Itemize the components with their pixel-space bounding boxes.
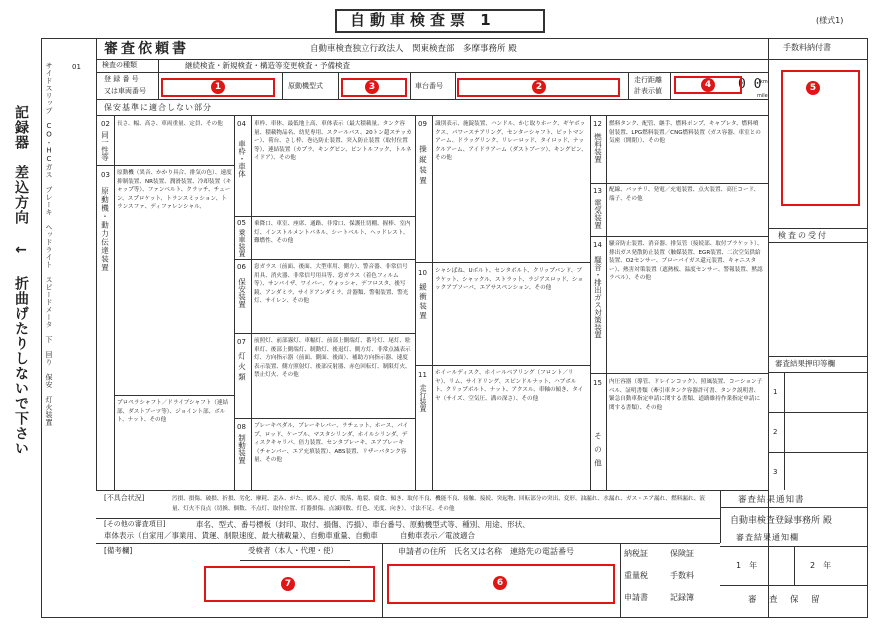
cat-03-items-2: プロペラシャフト／ドライブシャフト（連結部、ダストブーツ等）、ジョイント部、ボルト、ナット、その他 <box>117 400 229 424</box>
marker-7: 7 <box>281 577 295 591</box>
cat-15-title: その他 <box>593 432 603 473</box>
year-1: 1 年 <box>736 561 758 570</box>
cat-10-title: 緩衝装置 <box>418 283 428 321</box>
tax-cell: 申請書 <box>624 593 648 602</box>
office-name: 自動車検査登録事務所 殿 <box>730 516 832 526</box>
odometer-digits[interactable]: 0 0 <box>738 77 762 92</box>
other-items-label: [その他の審査項目] <box>104 520 166 528</box>
cat-11-num: 11 <box>418 371 427 379</box>
cat-13-items: 配線、バッテリ、発電／充電装置、点火装置、高圧コード、端子、その他 <box>609 187 760 202</box>
cat-13-num: 13 <box>593 187 602 195</box>
reception-title: 検査の受付 <box>778 231 828 240</box>
tax-cell: 重量税 <box>624 571 648 580</box>
cat-05-title: 乗車装置 <box>238 229 246 257</box>
cat-07-items: 前照灯、前部霧灯、車幅灯、前部上側端灯、番号灯、尾灯、駐車灯、後部上側端灯、制動灯、後退灯、側方灯、非常点滅表示灯、方向指示器（前面、側面、後面）、補助方向指示器、速度表示装置、側方照射灯、後部反射器、赤色回転灯、制限灯火、禁止灯火、その他 <box>254 338 411 379</box>
odometer-label-1: 走行距離 <box>634 76 662 84</box>
cat-14-title: 騒音・排出ガス対策装置 <box>593 256 603 339</box>
marker-6: 6 <box>493 576 507 590</box>
inspection-type-value[interactable]: 継続検査・新規検査・構造等変更検査・予備検査 <box>185 61 350 70</box>
fee-title: 手数料納付書 <box>783 43 831 52</box>
cat-04-num: 04 <box>237 120 246 128</box>
stamp-row-2: 2 <box>773 428 778 436</box>
cat-06-items: 窓ガラス（前面、後面、大型車用、側方）、警音器、非常信号用具、消火器、非常信号用具等、窓ガラス（着色フィルム等）、サンバイザ、ワイパー、ウォッシャ、デフロスタ、後写鏡、アンダミラ、サイドアンダミラ、計器類、警報装置、警光灯、サイレン、その他 <box>254 264 409 305</box>
cat-14-num: 14 <box>593 241 602 249</box>
insertion-instruction: 記録器 差込方向 ← 折曲げたりしないで下さい <box>13 105 29 456</box>
notice-title: 審査結果通知書 <box>738 495 805 505</box>
cat-06-title: 保安装置 <box>237 278 247 308</box>
addressee: 自動車検査独立行政法人 関東検査部 多摩事務所 殿 <box>310 44 517 54</box>
cat-10-num: 10 <box>418 269 427 277</box>
cat-06-num: 06 <box>237 263 246 271</box>
motor-type-label: 原動機型式 <box>288 82 323 90</box>
other-items-text-1: 車名、型式、番号標板（封印、取付、損傷、汚損）、車台番号、原動機型式等、種別、用途、形状、 <box>196 520 530 529</box>
cat-09-title: 操縦装置 <box>418 145 428 187</box>
inspection-type-label: 検査の種類 <box>102 61 137 69</box>
cat-08-title: 制動装置 <box>237 434 247 464</box>
defects-text: 汚損、損傷、破損、折損、劣化、摩耗、歪み、がた、緩み、遊び、脱落、亀裂、腐食、傾き、取付不良、機能不良、接触、接続、突起物、回転部分の突出、変形、油漏れ、水漏れ、ガス・エア漏れ、燃料漏れ、液量、灯火不良点（切換、個数、不点灯、取付位置、灯器損傷、点滅回数、灯色、光度、向き）、寸法不足、その他 <box>172 496 705 512</box>
cat-05-num: 05 <box>237 219 246 227</box>
receiver-label: 受検者（本人・代理・使） <box>248 546 338 555</box>
chassis-number-label: 車台番号 <box>415 82 443 90</box>
cat-12-items: 燃料タンク、配管、継手、燃料ポンプ、キャブレタ、燃料噴射装置、LPG燃料装置／CNG燃料装置（ガス容器、車室との気密（開閉））、その他 <box>609 121 761 145</box>
defects-label: [不具合状況] <box>104 494 145 502</box>
cat-02-title: 同一性等 <box>100 131 110 161</box>
cat-05-items: 乗降口、車室、座席、通路、非常口、保護仕切棚、握棒、室内灯、インストルメントパネル、シートベルト、ヘッドレスト、難燃性、その他 <box>254 221 411 245</box>
form-title: 自動車検査票 1 <box>350 11 496 29</box>
marker-1: 1 <box>211 80 225 94</box>
cat-08-items: ブレーキペダル、ブレーキレバー、ラチェット、ホース、パイプ、ロッド、ケーブル、マスタシリンダ、ホイルシリンダ、ディスクキャリパ、倍力装置、センタブレーキ、エアブレーキ（チャンバー、エア充填装置）、ABS装置、リザーバタンク容量、その他 <box>254 423 409 464</box>
tax-cell: 納税証 <box>624 549 648 558</box>
unit-mile: mile <box>757 93 768 99</box>
stamp-row-1: 1 <box>773 388 778 396</box>
cat-11-items: ホイールディスク、ホイールベアリング（フロント／リヤ）、リム、サイドリング、スピンドルナット、ハブボルト、クリップボルト、ナット、アクスル、車軸の傾き、タイヤ（サイズ、空気圧、溝の深さ）、その他 <box>435 370 584 402</box>
stamp-row-3: 3 <box>773 468 778 476</box>
tax-grid <box>624 548 720 614</box>
cat-03-title: 原動機・動力伝達装置 <box>100 187 110 272</box>
notice-field: 審査結果通知欄 <box>736 533 799 542</box>
request-title: 審査依頼書 <box>104 41 189 57</box>
odometer-label-2: 計表示値 <box>634 87 662 95</box>
tax-cell: 手数料 <box>670 571 694 580</box>
cat-09-num: 09 <box>418 120 427 128</box>
other-items-text-3: 自動車表示／電波適合 <box>400 531 475 540</box>
cat-12-title: 燃料装置 <box>593 133 603 163</box>
cat-02-num: 02 <box>101 120 110 128</box>
marker-2: 2 <box>532 80 546 94</box>
cat-07-num: 07 <box>237 338 246 346</box>
marker-5: 5 <box>806 81 820 95</box>
cat-02-items: 長さ、幅、高さ、車両重量、定員、その他 <box>117 121 223 127</box>
device-list: サイドスリップ CO・HCガス ブレーキ ヘッドライト スピードメータ 下 回り 保安 灯火装置 <box>45 62 53 426</box>
marker-4: 4 <box>701 78 715 92</box>
remarks-label: [備考欄] <box>104 546 133 555</box>
cat-04-title: 車枠・車体 <box>237 140 247 178</box>
applicant-label: 申請者の住所 氏名又は名称 連絡先の電話番号 <box>398 547 574 556</box>
cat-03-items: 原動機（異音、かかり具合、排気の色）、速度抑制装置、NR装置、潤滑装置、冷却装置（キャップ等）、ファンベルト、クラッチ、チェーン、スプロケット、トランスミッション、トランスファ、ディファレンシャル、 <box>117 170 232 211</box>
unit-km: km <box>760 79 768 85</box>
reserved-label: 審 査 保 留 <box>748 595 822 605</box>
cat-10-items: シャシばね、Uボルト、センタボルト、クリップバンド、ブラケット、シャックル、ストラット、ラジアスロッド、ショックアブソーバ、エアサスペンション、その他 <box>435 268 583 292</box>
cat-14-items: 騒音防止装置、消音器、排気管（接続部、取付ブラケット）、排出ガス発散防止装置（触媒装置、EGR装置、二次空気供給装置、O2センサー、ブローバイガス還元装置、キャニスター）、熱害対策装置（遮熱板、温度センサー、警報装置、黙認ラベル）、その他 <box>609 241 763 282</box>
standards-header: 保安基準に適合しない部分 <box>104 103 212 112</box>
row-number: 01 <box>72 63 81 71</box>
cat-08-num: 08 <box>237 423 246 431</box>
stamp-title: 審査結果押印等欄 <box>775 359 835 368</box>
cat-15-num: 15 <box>593 379 602 387</box>
reg-label-2: 又は車両番号 <box>104 87 146 95</box>
cat-15-items: 内圧容器（導管、ドレインコック）、照風装置、コーション子ベル、証明書類（牽引車タンク容器許可書、タンク説明書、緊急自動車指定申請に関する書類、道路維持作業指定申請に関する書類）、その他 <box>609 379 763 411</box>
marker-3: 3 <box>365 80 379 94</box>
cat-09-items: 識別表示、施錠装置、ハンドル、かじ取りホーク、ギヤボックス、パワーステアリング、センターシャフト、ピットマンアーム、ドラッグリンク、リレーロッド、タイロッド、ナックルアーム、アイドラアーム（ダストブーツ）、キングピン、その他 <box>435 121 587 162</box>
cat-11-title: 走行装置 <box>419 384 427 412</box>
tax-cell: 記録簿 <box>670 593 694 602</box>
other-items-text-2: 車体表示（自家用／事業用、貨運、制限速度、最大積載量）、自動車重量、自動車 <box>104 531 378 540</box>
cat-13-title: 電気装置 <box>593 199 603 229</box>
year-2: 2 年 <box>810 561 832 570</box>
fee-stamp-area[interactable] <box>781 70 860 206</box>
form-id: (様式1) <box>816 16 844 25</box>
cat-04-items: 車枠、車体、最低地上高、車体表示（最大積載量、タンク容量、積載物品名、幼児専用、スクールバス、20トン超ステッカー）、荷台、さし枠、巻込防止装置、突入防止装置（取付位置等）、連結装置（カプラ、キングピン、ピントルフック、トルネイドア）、その他 <box>254 121 412 162</box>
cat-07-title: 灯火類 <box>237 352 247 384</box>
tax-cell: 保険証 <box>670 549 694 558</box>
cat-12-num: 12 <box>593 120 602 128</box>
cat-03-num: 03 <box>101 171 110 179</box>
reg-label-1: 登 録 番 号 <box>104 75 139 83</box>
